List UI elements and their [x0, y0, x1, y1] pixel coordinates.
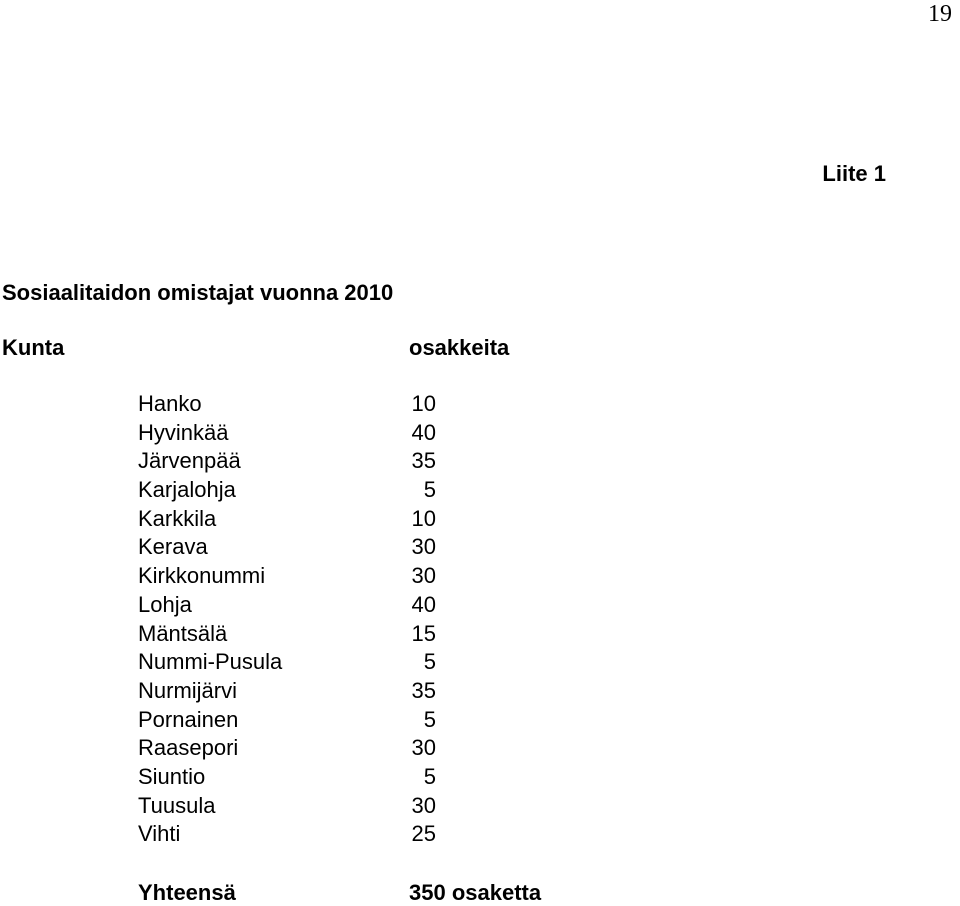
table-row: [138, 591, 436, 620]
municipality-name: Tuusula: [138, 792, 216, 818]
municipality-name: Nurmijärvi: [138, 677, 237, 703]
share-count: 10: [411, 391, 436, 416]
municipality-name: Mäntsälä: [138, 620, 228, 646]
table-row: [138, 447, 436, 476]
table-row: [138, 562, 436, 591]
table-row: [138, 820, 436, 849]
share-count: 35: [411, 448, 436, 474]
table-row: [138, 763, 436, 792]
appendix-label: Liite 1: [822, 161, 886, 186]
column-header-municipality: Kunta: [2, 335, 65, 360]
share-count: 30: [411, 735, 436, 761]
municipality-name: Nummi-Pusula: [138, 649, 283, 675]
table-row: [138, 677, 436, 706]
municipality-name: Hanko: [138, 391, 202, 416]
table-row: [138, 706, 436, 735]
total-value: 350 osaketta: [409, 880, 542, 905]
municipality-name: Lohja: [138, 591, 192, 617]
page-number: 19: [928, 1, 952, 27]
table-row: [138, 505, 436, 534]
share-count: 30: [411, 563, 436, 589]
municipality-name: Hyvinkää: [138, 419, 229, 445]
share-count: 40: [411, 419, 436, 445]
municipality-name: Järvenpää: [138, 448, 241, 474]
document-title: Sosiaalitaidon omistajat vuonna 2010: [2, 280, 394, 305]
municipality-name: Siuntio: [138, 763, 206, 789]
total-label: Yhteensä: [138, 880, 236, 905]
shareholder-table: [138, 390, 436, 849]
share-count: 25: [411, 821, 436, 847]
column-header-shares: osakkeita: [409, 335, 510, 360]
share-count: 30: [411, 792, 436, 818]
municipality-name: Kerava: [138, 534, 208, 560]
table-row: [138, 792, 436, 821]
share-count: 5: [423, 649, 436, 675]
table-row: [138, 648, 436, 677]
municipality-name: Pornainen: [138, 706, 239, 732]
share-count: 15: [411, 620, 436, 646]
share-count: 40: [411, 591, 436, 617]
share-count: 5: [423, 763, 436, 789]
share-count: 30: [411, 534, 436, 560]
municipality-name: Kirkkonummi: [138, 563, 266, 589]
table-row: [138, 390, 436, 419]
share-count: 10: [411, 505, 436, 531]
table-row: [138, 533, 436, 562]
share-count: 5: [423, 706, 436, 732]
share-count: 35: [411, 677, 436, 703]
table-row: [138, 419, 436, 448]
table-row: [138, 620, 436, 649]
share-count: 5: [423, 477, 436, 503]
municipality-name: Raasepori: [138, 735, 239, 761]
table-row: [138, 476, 436, 505]
municipality-name: Karkkila: [138, 505, 217, 531]
table-row: [138, 734, 436, 763]
municipality-name: Vihti: [138, 821, 181, 847]
municipality-name: Karjalohja: [138, 477, 236, 503]
